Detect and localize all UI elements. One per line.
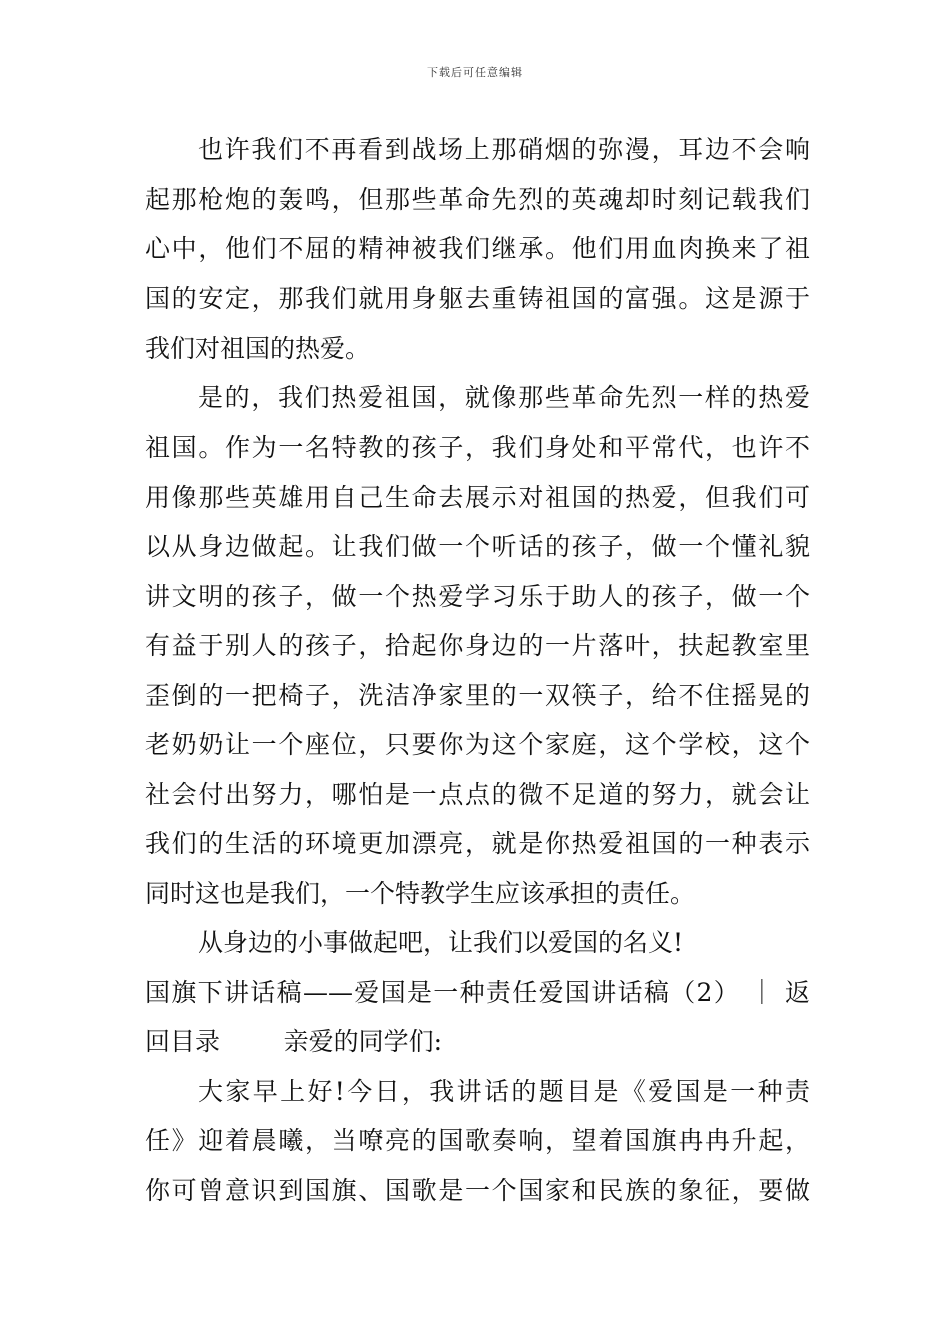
paragraph-line: 我们对祖国的热爱。 bbox=[145, 334, 371, 363]
paragraph-line: 老奶奶让一个座位，只要你为这个家庭，这个学校，这个 bbox=[145, 730, 810, 759]
section-title-line: 回目录 亲爱的同学们: bbox=[145, 1027, 442, 1056]
paragraph-line: 讲文明的孩子，做一个热爱学习乐于助人的孩子，做一个 bbox=[145, 582, 810, 611]
paragraph-line: 同时这也是我们，一个特教学生应该承担的责任。 bbox=[145, 879, 696, 908]
paragraph-line: 任》迎着晨曦，当嘹亮的国歌奏响，望着国旗冉冉升起， bbox=[145, 1126, 810, 1155]
paragraph-line: 歪倒的一把椅子，洗洁净家里的一双筷子，给不住摇晃的 bbox=[145, 681, 810, 710]
paragraph-line: 大家早上好!今日，我讲话的题目是《爱国是一种责 bbox=[198, 1077, 810, 1106]
paragraph-line: 也许我们不再看到战场上那硝烟的弥漫，耳边不会响 bbox=[198, 135, 810, 164]
page-header: 下载后可任意编辑 bbox=[427, 66, 523, 79]
paragraph-line: 有益于别人的孩子，拾起你身边的一片落叶，扶起教室里 bbox=[145, 631, 810, 660]
paragraph-line: 我们的生活的环境更加漂亮，就是你热爱祖国的一种表示 bbox=[145, 829, 810, 858]
paragraph-line: 社会付出努力，哪怕是一点点的微不足道的努力，就会让 bbox=[145, 780, 810, 809]
paragraph-line: 以从身边做起。让我们做一个听话的孩子，做一个懂礼貌 bbox=[145, 532, 810, 561]
paragraph-line: 你可曾意识到国旗、国歌是一个国家和民族的象征，要做 bbox=[145, 1176, 810, 1205]
paragraph-line: 用像那些英雄用自己生命去展示对祖国的热爱，但我们可 bbox=[145, 483, 810, 512]
paragraph-line: 从身边的小事做起吧，让我们以爱国的名义! bbox=[198, 928, 684, 957]
paragraph-line: 心中，他们不屈的精神被我们继承。他们用血肉换来了祖 bbox=[145, 234, 810, 263]
paragraph-line: 祖国。作为一名特教的孩子，我们身处和平常代，也许不 bbox=[145, 433, 810, 462]
paragraph-line: 是的，我们热爱祖国，就像那些革命先烈一样的热爱 bbox=[198, 383, 810, 412]
paragraph-line: 起那枪炮的轰鸣，但那些革命先烈的英魂却时刻记载我们 bbox=[145, 185, 810, 214]
section-title-line: 国旗下讲话稿——爱国是一种责任爱国讲话稿（2） ｜ 返 bbox=[145, 978, 810, 1007]
paragraph-line: 国的安定，那我们就用身躯去重铸祖国的富强。这是源于 bbox=[145, 284, 810, 313]
